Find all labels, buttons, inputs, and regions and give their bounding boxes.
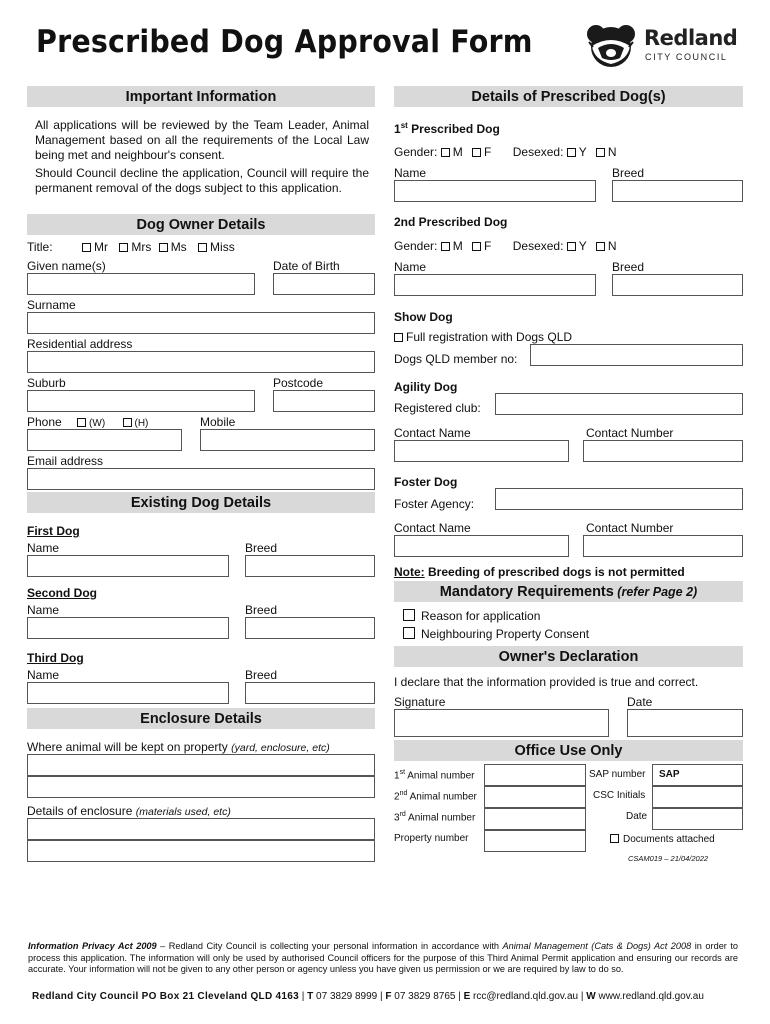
signature-label: Signature [394, 695, 446, 709]
show-dog-heading: Show Dog [394, 310, 453, 324]
phone-h-label: (H) [134, 418, 149, 429]
animal3-text: Animal number [408, 812, 476, 824]
foster-contact-name-field[interactable] [394, 535, 569, 557]
dog2-m: M [452, 239, 463, 253]
title-mrs-checkbox[interactable] [119, 243, 128, 252]
dogs-qld-member-label: Dogs QLD member no: [394, 352, 518, 366]
dog1-gender-f-checkbox[interactable] [472, 148, 481, 157]
mobile-label: Mobile [200, 415, 236, 429]
title-ms-checkbox[interactable] [159, 243, 168, 252]
dog2-gender-row [394, 239, 617, 253]
enclosure-heading: Enclosure Details [27, 708, 375, 729]
consent-row [403, 627, 589, 641]
title-mrs-label: Mrs [131, 240, 152, 254]
email-e-label: E [463, 991, 471, 1002]
foster-contact-number-label: Contact Number [586, 521, 674, 535]
important-para-2: Should Council decline the application, Council will require the permanent removal of the dogs subject to this application. [35, 166, 369, 195]
third-dog-heading: Third Dog [27, 651, 84, 665]
phone-t-value: 07 3829 8999 [316, 991, 378, 1002]
page-title: Prescribed Dog Approval Form [36, 24, 533, 60]
enclosure-where-hint: (yard, enclosure, etc) [231, 742, 330, 754]
animal3-field[interactable] [484, 808, 586, 830]
mobile-field[interactable] [200, 429, 375, 451]
dog1-heading [394, 121, 500, 136]
important-para-1: All applications will be reviewed by the Team Leader, Animal Management based on all the requirements of the Local Law being met and neighbour's consent. [35, 118, 369, 162]
website-link[interactable]: www.redland.qld.gov.au [598, 991, 704, 1002]
agility-dog-heading: Agility Dog [394, 380, 458, 394]
dog2-desexed-y-checkbox[interactable] [567, 242, 576, 251]
mandatory-heading [394, 581, 743, 602]
dog1-desexed-n-checkbox[interactable] [596, 148, 605, 157]
enclosure-where-text: Where animal will be kept on property [27, 740, 228, 754]
dog2-gender-f-checkbox[interactable] [472, 242, 481, 251]
agility-contact-name-field[interactable] [394, 440, 569, 462]
enclosure-where-label [27, 740, 330, 754]
full-reg-label: Full registration with Dogs QLD [406, 330, 573, 344]
first-dog-breed-label: Breed [245, 541, 278, 555]
dog2-name-label: Name [394, 260, 427, 274]
contact-line: Redland City Council PO Box 21 Cleveland QLD 4163 | T 07 3829 8999 | F 07 3829 8765 | E rcc@redland.qld.gov.au | W www.redland.qld.gov.au [32, 991, 704, 1002]
owner-details-heading: Dog Owner Details [27, 214, 375, 235]
dog1-gender-label: Gender: [394, 145, 438, 159]
dog2-heading: 2nd Prescribed Dog [394, 215, 508, 229]
animal2-field[interactable] [484, 786, 586, 808]
enclosure-details-field-2[interactable] [27, 840, 375, 862]
council-address: Redland City Council PO Box 21 Cleveland QLD 4163 [32, 991, 299, 1002]
dogs-qld-member-field[interactable] [530, 344, 743, 366]
consent-checkbox[interactable] [403, 627, 415, 639]
registered-club-label: Registered club: [394, 401, 481, 415]
docs-attached-checkbox[interactable] [610, 834, 619, 843]
consent-label: Neighbouring Property Consent [421, 627, 590, 641]
phone-t-label: T [307, 991, 314, 1002]
dog1-m: M [452, 145, 463, 159]
important-info-heading: Important Information [27, 86, 375, 107]
privacy-title: Information Privacy Act 2009 [28, 941, 157, 951]
phone-field[interactable] [27, 429, 182, 451]
address-field[interactable] [27, 351, 375, 373]
animal1-text: Animal number [407, 770, 475, 782]
dog1-name-label: Name [394, 166, 427, 180]
fax-f-label: F [385, 991, 392, 1002]
council-logo [584, 20, 744, 70]
phone-text: Phone [27, 415, 62, 429]
address-label: Residential address [27, 337, 133, 351]
privacy-text-a: – Redland City Council is collecting your personal information in accordance with [156, 941, 503, 951]
dog1-num: 1 [394, 122, 401, 136]
agility-contact-name-label: Contact Name [394, 426, 471, 440]
enclosure-details-hint: (materials used, etc) [135, 806, 231, 818]
email-label: Email address [27, 454, 104, 468]
title-options [82, 240, 235, 254]
suburb-field[interactable] [27, 390, 255, 412]
office-property-label: Property number [394, 833, 469, 844]
phone-w-checkbox[interactable] [77, 418, 86, 427]
mandatory-ref: (refer Page 2) [613, 585, 698, 599]
email-field[interactable] [27, 468, 375, 490]
dog2-breed-label: Breed [612, 260, 645, 274]
privacy-act: Animal Management (Cats & Dogs) Act 2008 [502, 941, 692, 951]
animal1-field[interactable] [484, 764, 586, 786]
animal1-sup: st [399, 769, 406, 776]
csc-field[interactable] [652, 786, 743, 808]
second-dog-heading: Second Dog [27, 586, 98, 600]
dog2-y: Y [578, 239, 587, 253]
office-animal2-label: 2nd Animal number [394, 790, 477, 803]
csc-label: CSC Initials [593, 790, 646, 801]
dog1-rest: Prescribed Dog [407, 122, 500, 136]
surname-label: Surname [27, 298, 76, 312]
declaration-heading: Owner's Declaration [394, 646, 743, 667]
koala-logo-icon [584, 20, 640, 70]
full-reg-checkbox[interactable] [394, 333, 403, 342]
dog2-desexed-label: Desexed: [512, 239, 564, 253]
dog2-n: N [607, 239, 617, 253]
dog2-breed-field[interactable] [612, 274, 743, 296]
animal3-sup: rd [399, 811, 406, 818]
foster-contact-name-label: Contact Name [394, 521, 471, 535]
dog2-name-field[interactable] [394, 274, 596, 296]
fax-f-value: 07 3829 8765 [394, 991, 456, 1002]
title-miss-label: Miss [210, 240, 235, 254]
title-miss-checkbox[interactable] [198, 243, 207, 252]
enclosure-where-field-2[interactable] [27, 776, 375, 798]
phone-label [27, 415, 148, 429]
office-animal1-label: 1st Animal number [394, 769, 475, 782]
dog1-desexed-y-checkbox[interactable] [567, 148, 576, 157]
prescribed-dogs-heading: Details of Prescribed Dog(s) [394, 86, 743, 107]
office-date-label: Date [626, 811, 648, 822]
second-dog-breed-field[interactable] [245, 617, 375, 639]
surname-field[interactable] [27, 312, 375, 334]
third-dog-name-label: Name [27, 668, 60, 682]
dog1-sup: st [400, 121, 408, 130]
given-names-label: Given name(s) [27, 259, 106, 273]
foster-dog-heading: Foster Dog [394, 475, 458, 489]
sap-value: SAP [659, 769, 680, 780]
declaration-text: I declare that the information provided is true and correct. [394, 675, 699, 689]
office-heading: Office Use Only [394, 740, 743, 761]
reason-label: Reason for application [421, 609, 541, 623]
dog1-breed-label: Breed [612, 166, 645, 180]
note-text: Breeding of prescribed dogs is not permitted [424, 565, 685, 579]
suburb-label: Suburb [27, 376, 66, 390]
office-date-field[interactable] [652, 808, 743, 830]
existing-dog-heading: Existing Dog Details [27, 492, 375, 513]
breeding-note [394, 565, 685, 579]
logo-main-text: Redland [644, 26, 738, 50]
enclosure-details-text: Details of enclosure [27, 804, 133, 818]
dog1-gender-row [394, 145, 617, 159]
dog2-f: F [484, 239, 492, 253]
enclosure-details-field-1[interactable] [27, 818, 375, 840]
agility-contact-number-field[interactable] [583, 440, 743, 462]
postcode-field[interactable] [273, 390, 375, 412]
declaration-date-field[interactable] [627, 709, 743, 737]
dob-label: Date of Birth [273, 259, 340, 273]
foster-agency-label: Foster Agency: [394, 497, 475, 511]
email-link[interactable]: rcc@redland.qld.gov.au [473, 991, 579, 1002]
first-dog-breed-field[interactable] [245, 555, 375, 577]
first-dog-name-label: Name [27, 541, 60, 555]
third-dog-name-field[interactable] [27, 682, 229, 704]
property-field[interactable] [484, 830, 586, 852]
dog1-gender-m-checkbox[interactable] [441, 148, 450, 157]
docs-attached-row [610, 834, 715, 845]
foster-agency-field[interactable] [495, 488, 743, 510]
agility-contact-number-label: Contact Number [586, 426, 674, 440]
animal2-text: Animal number [409, 791, 477, 803]
title-label: Title: [27, 240, 53, 254]
third-dog-breed-field[interactable] [245, 682, 375, 704]
second-dog-name-field[interactable] [27, 617, 229, 639]
enclosure-details-label [27, 804, 231, 818]
logo-sub-text: CITY COUNCIL [645, 52, 728, 62]
animal2-sup: nd [399, 790, 408, 797]
phone-w-label: (W) [89, 418, 106, 429]
second-dog-breed-label: Breed [245, 603, 278, 617]
registered-club-field[interactable] [495, 393, 743, 415]
second-dog-name-label: Name [27, 603, 60, 617]
privacy-text-b: in order to process this application. The information will only be used by authorised Council officers for the purpose of this Third Animal Permit application and ensuring our records are accurate. Your information will not be given to any other person or agency unless you have given us permission or we are required by law to do so. [28, 941, 739, 974]
first-dog-heading: First Dog [27, 524, 80, 538]
postcode-label: Postcode [273, 376, 324, 390]
dog1-f: F [484, 145, 492, 159]
foster-contact-number-field[interactable] [583, 535, 743, 557]
mandatory-title: Mandatory Requirements [439, 584, 614, 600]
office-animal3-label: 3rd Animal number [394, 811, 476, 824]
given-names-field[interactable] [27, 273, 255, 295]
reason-row [403, 609, 540, 623]
dog1-breed-field[interactable] [612, 180, 743, 202]
reason-checkbox[interactable] [403, 609, 415, 621]
dog2-gender-m-checkbox[interactable] [441, 242, 450, 251]
dog1-n: N [607, 145, 617, 159]
web-w-label: W [586, 991, 596, 1002]
dog2-desexed-n-checkbox[interactable] [596, 242, 605, 251]
dog1-y: Y [578, 145, 587, 159]
dog1-desexed-label: Desexed: [512, 145, 564, 159]
dog1-name-field[interactable] [394, 180, 596, 202]
note-label: Note: [394, 565, 425, 579]
title-mr-checkbox[interactable] [82, 243, 91, 252]
dog2-gender-label: Gender: [394, 239, 438, 253]
first-dog-name-field[interactable] [27, 555, 229, 577]
phone-h-checkbox[interactable] [123, 418, 132, 427]
declaration-date-label: Date [627, 695, 653, 709]
important-info-text [35, 118, 369, 196]
show-full-reg-row [394, 330, 572, 344]
title-ms-label: Ms [170, 240, 187, 254]
privacy-statement [28, 941, 738, 976]
third-dog-breed-label: Breed [245, 668, 278, 682]
title-mr-label: Mr [94, 240, 108, 254]
sap-label: SAP number [589, 769, 646, 780]
signature-field[interactable] [394, 709, 609, 737]
docs-attached-label: Documents attached [623, 834, 715, 845]
form-code: CSAM019 – 21/04/2022 [628, 854, 709, 863]
enclosure-where-field-1[interactable] [27, 754, 375, 776]
dob-field[interactable] [273, 273, 375, 295]
